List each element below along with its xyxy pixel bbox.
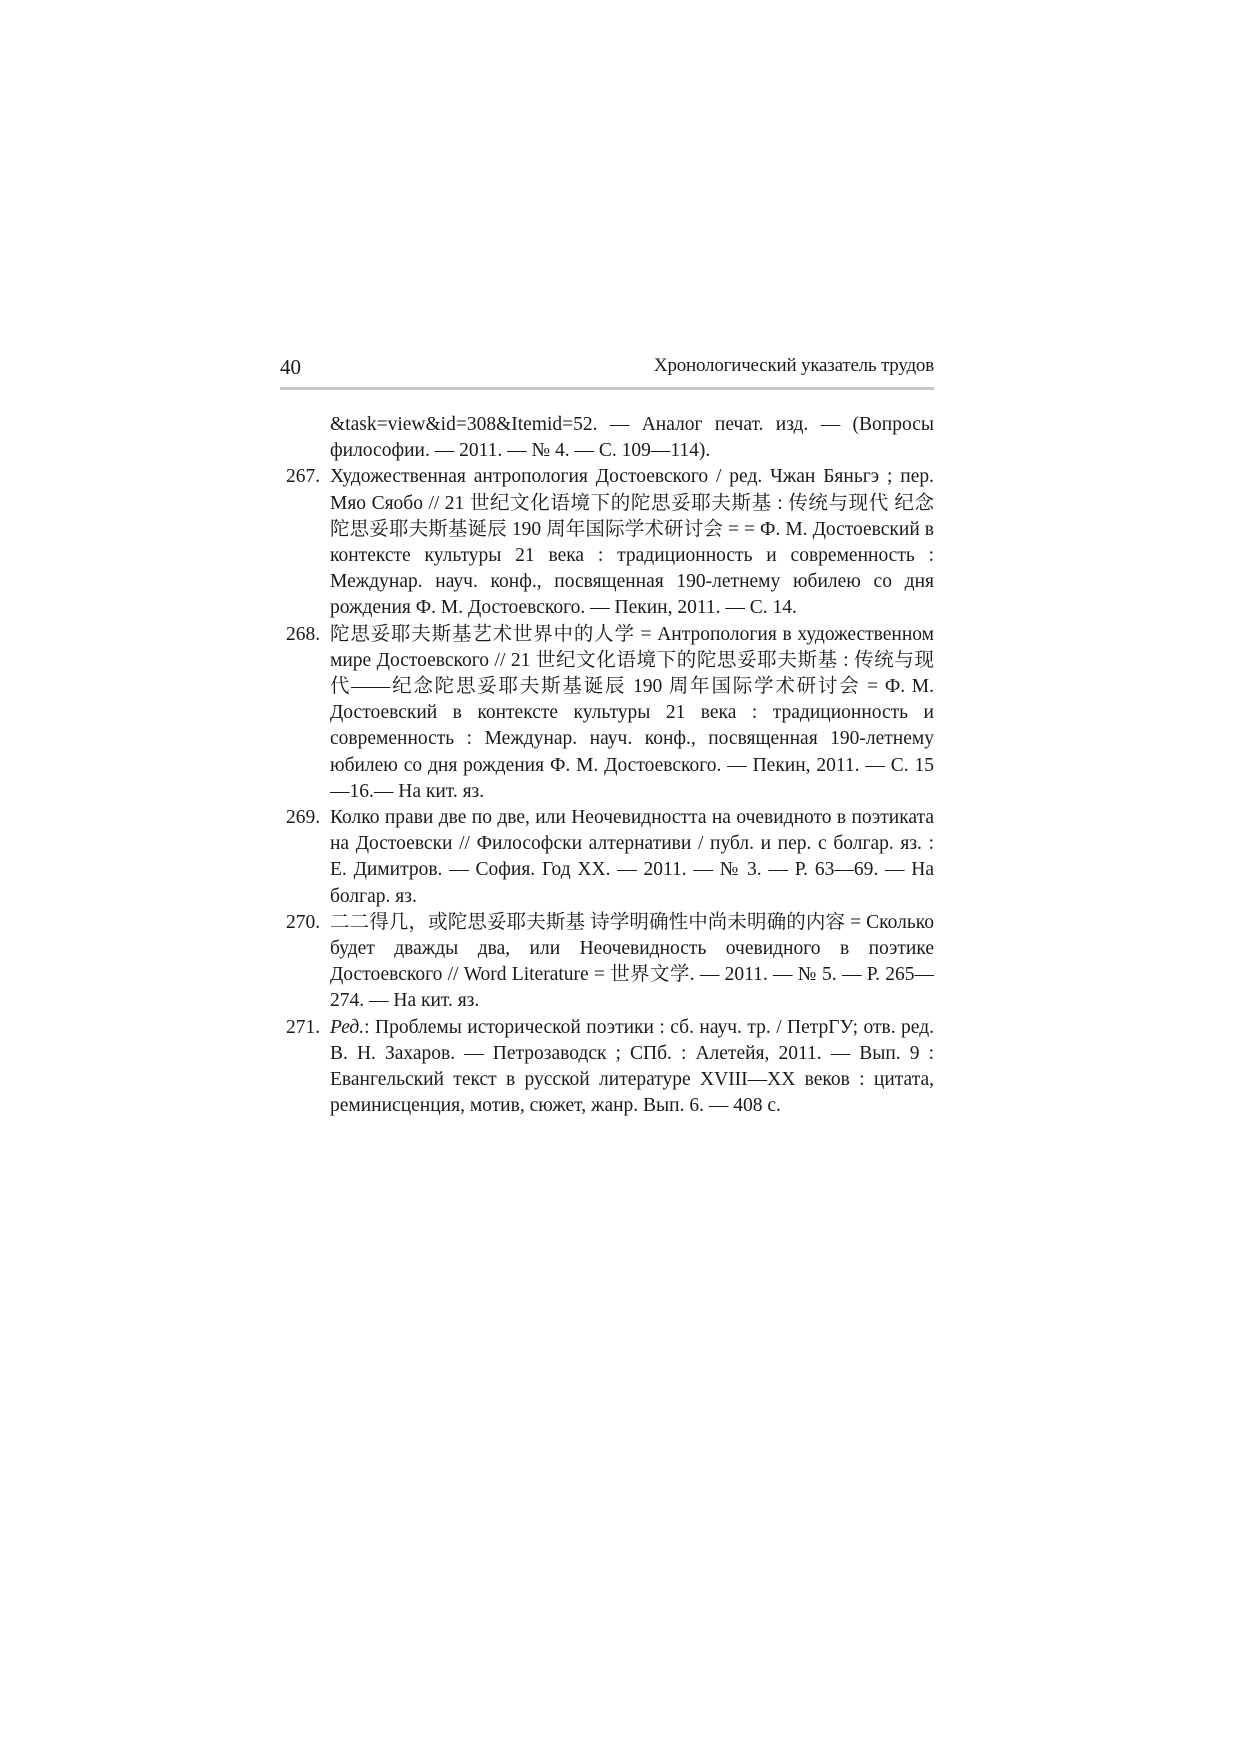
entry-number: 267. [286, 466, 321, 488]
entry-text: : Проблемы исторической поэтики : сб. науч. тр. / ПетрГУ; отв. ред. В. Н. Захаров. — Петрозаводск ; СПб. : Алетейя, 2011. — Вып. 9 : Евангельский текст в русской литературе XVIII—XX веков : цитата, реминисценция, мотив, сюжет, жанр. Вып. 6. — 408 с. [330, 1016, 934, 1117]
running-head [280, 355, 934, 385]
bibliography-entry-268 [280, 622, 934, 805]
entry-number: 269. [286, 807, 321, 829]
entry-text: Колко прави две по две, или Неочевидността на очевидното в поэтиката на Достоевски // Философски алтернативи / публ. и пер. с болгар. яз. : Е. Димитров. — София. Год XX. — 2011. — № 3. — Р. 63—69. — На болгар. яз. [330, 807, 934, 907]
entry-number: 270. [286, 911, 321, 933]
entry-lead-italic: Ред. [330, 1016, 365, 1038]
page-number: 40 [280, 355, 301, 379]
bibliography-entry-269 [280, 805, 934, 910]
header-rule [280, 387, 934, 390]
entry-text: 陀思妥耶夫斯基艺术世界中的人学 = Антропология в художественном мире Достоевского // 21 世纪文化语境下的陀思妥耶夫斯基 : 传统与现代——纪念陀思妥耶夫斯基诞辰 190 周年国际学术研讨会 = Ф. М. Достоевский в контексте культуры 21 века : традиционность и современность : Междунар. науч. конф., посвященная 190-летнему юбилею со дня рождения Ф. М. Достоевского. — Пекин, 2011. — С. 15—16.— На кит. яз. [330, 623, 934, 802]
entry-text: Художественная антропология Достоевского / ред. Чжан Бяньгэ ; пер. Мяо Сяобо // 21 世纪文化语境下的陀思妥耶夫斯基 : 传统与现代 纪念陀思妥耶夫斯基诞辰 190 周年国际学术研讨会 = = Ф. М. Достоевский в контексте культуры 21 века : традиционность и современность : Междунар. науч. конф., посвященная 190-летнему юбилею со дня рождения Ф. М. Достоевского. — Пекин, 2011. — С. 14. [330, 466, 934, 619]
entry-number: 268. [286, 623, 321, 645]
bibliography-entry-267 [280, 464, 934, 621]
section-title: Хронологический указатель трудов [653, 355, 934, 376]
bibliography-list [280, 412, 934, 1119]
entry-text: &task=view&id=308&Itemid=52. — Аналог печат. изд. — (Вопросы философии. — 2011. — № 4. — С. 109—114). [330, 414, 934, 462]
entry-number: 271. [286, 1016, 321, 1038]
bibliography-entry-270 [280, 910, 934, 1015]
bibliography-entry-271 [280, 1015, 934, 1120]
entry-text: 二二得几，或陀思妥耶夫斯基 诗学明确性中尚未明确的内容 = Сколько будет дважды два, или Неочевидность очевидного в поэтике Достоевского // Word Literature = 世界文学. — 2011. — № 5. — Р. 265—274. — На кит. яз. [330, 911, 934, 1012]
bibliography-entry-continuation [280, 412, 934, 464]
